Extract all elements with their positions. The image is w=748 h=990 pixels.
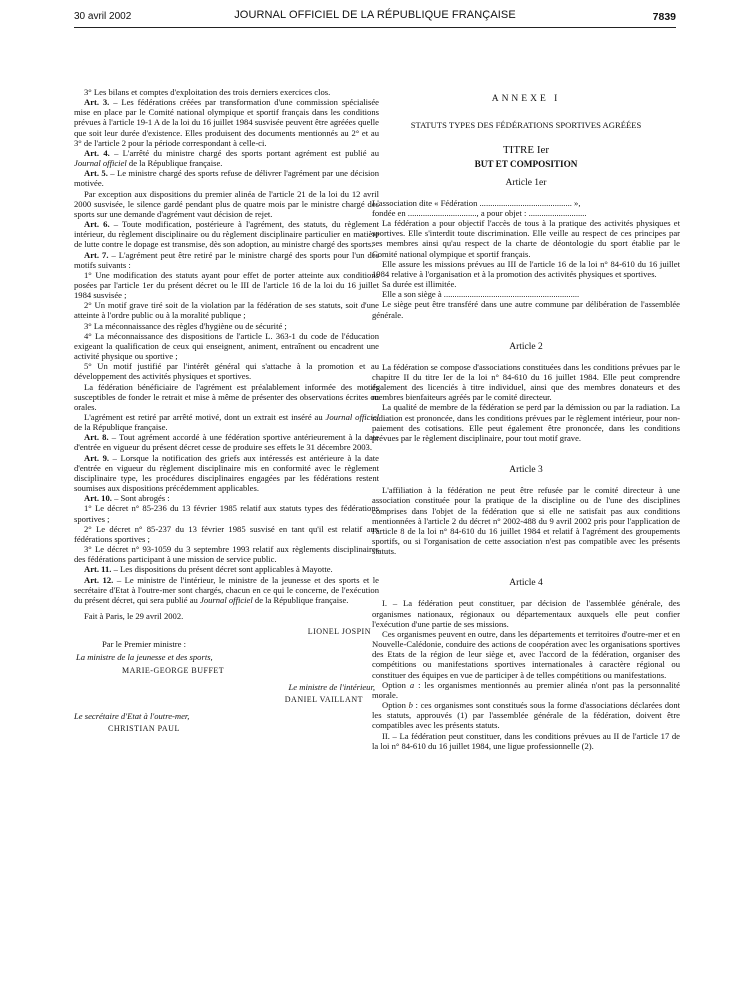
article-text: – Sont abrogés : (111, 493, 170, 504)
journal-ref: Journal officiel (325, 412, 380, 422)
list-item: 4° La méconnaissance des dispositions de l'article L. 363-1 du code de l'éducation exigeant la qualification de ceux qui enseignent, animent, entraînent ou encadrent une activité physique ou sportive ; (74, 330, 379, 362)
article-text: – Tout agrément accordé à une fédération sportive antérieurement à la date d'entrée en vigueur du présent décret cesse de produire ses effets le 31 décembre 2003. (74, 432, 380, 453)
secretary-title: Le secrétaire d'Etat à l'outre-mer, (74, 711, 190, 722)
article-heading: Art. 11. (84, 564, 112, 575)
signature-block (74, 611, 379, 734)
article-text: – L'agrément peut être retiré par le ministre chargé des sports pour l'un des motifs suivants : (74, 249, 379, 270)
par-premier-ministre: Par le Premier ministre : (102, 639, 187, 650)
journal-ref: Journal officiel (74, 158, 127, 169)
article-text: – Les dispositions du présent décret sont applicables à Mayotte. (111, 564, 333, 575)
page-number: 7839 (652, 11, 676, 23)
article-heading: Art. 10. (84, 493, 112, 504)
header-date: 30 avril 2002 (74, 11, 132, 22)
article-text: – L'arrêté du ministre chargé des sports portant agrément est publié au (109, 147, 379, 158)
paragraph (74, 412, 379, 432)
article-text: – Lorsque la notification des griefs aux intéressés est antérieure à la date d'entrée en vigueur du règlement disciplinaire mis en conformité avec le règlement disciplinaire type, les procédures disciplinaires engagées par les fédérations restent soumises aux dispositions précédemment applicables. (74, 452, 379, 494)
header-rule (74, 27, 676, 28)
article-9 (74, 453, 379, 494)
list-item: 3° Le décret n° 93-1059 du 3 septembre 1993 relatif aux règlements disciplinaires des fédérations participant à une mission de service public. (74, 544, 379, 565)
article-text: – Les fédérations créées par transformation d'une commission spécialisée mise en place par le Comité national olympique et sportif français dans les conditions prévues à l'article 19-1 A de la loi du 16 juillet 1984 susvisée peuvent être agréées quelle que soit leur durée d'existence. Elles produisent des documents mentionnés au 2° et au 3° de l'article 2 pour la période correspondant à celle-ci. (74, 97, 380, 148)
article-10 (74, 493, 379, 503)
journal-title: JOURNAL OFFICIEL DE LA RÉPUBLIQUE FRANÇAISE (234, 9, 516, 21)
article-text: – Toute modification, postérieure à l'agrément, des statuts, du règlement intérieur, du règlement disciplinaire ou du règlement disciplinaire particulier en matière de lutte contre le dopage est transmise, dès son adoption, au ministre chargé des sports. (74, 219, 380, 250)
text: de la République française. (74, 422, 168, 433)
annexe-heading: ANNEXE I (491, 94, 561, 104)
secretary-name: CHRISTIAN PAUL (108, 724, 180, 734)
minister-interieur-name: DANIEL VAILLANT (284, 694, 363, 704)
signatory-pm: LIONEL JOSPIN (307, 627, 371, 637)
right-column (372, 92, 680, 751)
page-header (74, 9, 676, 25)
list-item: 1° Le décret n° 85-236 du 13 février 1985 relatif aux statuts types des fédérations sportives ; (74, 503, 379, 524)
list-item: 2° Le décret n° 85-237 du 13 février 1985 susvisé en tant qu'il est relatif aux fédérations sportives ; (74, 523, 379, 544)
option-letter: a (409, 679, 415, 690)
article-heading: Art. 12. (84, 574, 114, 585)
article-2-heading: Article 2 (509, 341, 543, 352)
article-4-heading: Article 4 (509, 578, 543, 589)
article-text: – Le ministre de l'intérieur, le ministre de la jeunesse et des sports et le secrétaire d'Etat à l'outre-mer sont chargés, chacun en ce qui le concerne, de l'exécution du présent décret, qui sera publié au (74, 574, 379, 605)
but-heading: BUT ET COMPOSITION (474, 159, 578, 170)
paragraph: La fédération bénéficiaire de l'agrément est préalablement informée des motifs susceptibles de fonder le retrait et mise à même de présenter des observations écrites ou orales. (74, 381, 379, 412)
statuts-title: STATUTS TYPES DES FÉDÉRATIONS SPORTIVES AGRÉÉES (410, 120, 642, 131)
paragraph: La qualité de membre de la fédération se perd par la démission ou par la radiation. La radiation est prononcée, dans les conditions prévues par le règlement intérieur, pour non-paiement des cotisations. Elle peut également être prononcée, dans les conditions prévues par le règlement disciplinaire, pour tout motif grave. (372, 402, 680, 443)
option-b (372, 700, 680, 730)
paragraph: 3° Les bilans et comptes d'exploitation des trois derniers exercices clos. (84, 87, 331, 97)
minister-interieur-title: Le ministre de l'intérieur, (288, 681, 375, 692)
paragraph: Elle a son siège à ............................................................... (382, 289, 580, 300)
paragraph: Par exception aux dispositions du premier alinéa de l'article 21 de la loi du 12 avril 2000 susvisée, le silence gardé pendant plus de quatre mois par le ministre chargé des sports sur une demande d'agrément vaut décision de rejet. (74, 188, 379, 219)
minister-jeunesse-name: MARIE-GEORGE BUFFET (122, 665, 225, 675)
article-7 (74, 250, 379, 270)
article-heading: Art. 3. (84, 97, 110, 108)
list-item: 5° Un motif justifié par l'intérêt général qui s'attache à la promotion et au développement des activités physiques et sportives. (74, 361, 379, 382)
minister-jeunesse-title: La ministre de la jeunesse et des sports, (76, 652, 213, 663)
text: Option (382, 700, 409, 711)
paragraph: Elle assure les missions prévues au III de l'article 16 de la loi n° 84-610 du 16 juillet 1984 relative à l'organisation et à la promotion des activités physiques et sportives. (372, 258, 680, 279)
paragraph: L'affiliation à la fédération ne peut être refusée par le comité directeur à une association constituée pour la pratique de la discipline ou de l'une des disciplines comprises dans l'objet de la fédération que si elle ne satisfait pas aux conditions mentionnées à l'article 2 du décret n° 2002-488 du 9 avril 2002 pris pour l'application de l'article 8 de la loi n° 84-610 du 16 juillet 1984 et relatif à l'agrément des groupements sportifs, ou si l'organisation de cette association n'est pas compatible avec les présents statuts. (372, 485, 680, 557)
paragraph: La fédération a pour objectif l'accès de tous à la pratique des activités physiques et sportives. Elle s'interdit toute discrimination. Elle veille au respect de ces principes par ses membres ainsi qu'au respect de la charte de déontologie du sport établie par le Comité national olympique et sportif français. (372, 218, 680, 259)
article-text: de la République française. (252, 594, 349, 605)
article-heading: Art. 8. (84, 432, 109, 443)
article-heading: Art. 5. (84, 168, 108, 179)
article-11 (74, 564, 379, 574)
left-column (74, 87, 379, 734)
paragraph: I. – La fédération peut constituer, par décision de l'assemblée générale, des organismes nationaux, régionaux ou départementaux auxquels elle peut confier l'exécution d'une partie de ses missions. (372, 598, 680, 629)
form-line: L'association dite « Fédération ........................................... », (372, 197, 581, 208)
article-heading: Art. 6. (84, 219, 110, 230)
fait-line: Fait à Paris, le 29 avril 2002. (84, 610, 184, 621)
journal-ref: Journal officiel (200, 594, 253, 605)
article-1-heading: Article 1er (505, 177, 547, 188)
text: L'agrément est retiré par arrêté motivé, dont un extrait est inséré au (84, 412, 326, 422)
paragraph: Le siège peut être transféré dans une autre commune par délibération de l'assemblée générale. (372, 299, 680, 320)
text: : ces organismes sont constitués sous la forme d'associations déclarées dont les statuts, approuvés (1) par l'assemblée générale de la fédération, doivent être compatibles avec les présents statuts. (372, 700, 680, 731)
article-text: de la République française. (126, 158, 223, 169)
paragraph: Sa durée est illimitée. (382, 279, 457, 290)
paragraph: La fédération se compose d'associations constituées dans les conditions prévues par le chapitre II du titre Ier de la loi n° 84-610 du 16 juillet 1984. Elle peut comprendre également des licenciés à titre individuel, ainsi que des membres donateurs et des membres bienfaiteurs agréés par le comité directeur. (372, 361, 680, 403)
article-12 (74, 575, 379, 605)
article-6 (74, 219, 379, 249)
article-heading: Art. 9. (84, 452, 110, 463)
article-5 (74, 168, 379, 188)
article-heading: Art. 4. (84, 147, 110, 158)
article-text: – Le ministre chargé des sports refuse de délivrer l'agrément par une décision motivée. (74, 168, 379, 189)
titre-heading: TITRE Ier (502, 144, 550, 157)
list-item: 3° La méconnaissance des règles d'hygiène ou de sécurité ; (84, 320, 287, 331)
article-4 (74, 148, 379, 168)
article-heading: Art. 7. (84, 249, 109, 260)
list-item: 2° Un motif grave tiré soit de la violation par la fédération de ses statuts, soit d'une atteinte à l'ordre public ou à la moralité publique ; (74, 300, 379, 321)
paragraph: II. – La fédération peut constituer, dans les conditions prévues au II de l'article 17 de la loi n° 84-610 du 16 juillet 1984, une ligue professionnelle (2). (372, 730, 680, 751)
paragraph: Ces organismes peuvent en outre, dans les départements et territoires d'outre-mer et en Nouvelle-Calédonie, conduire des actions de coopération avec les organisations sportives des Etats de la région de leur siège et, avec l'accord de la fédération, organiser des compétitions ou manifestations sportives internationales à caractère régional ou constituer des équipes en vue de participer à de telles compétitions ou manifestations. (372, 628, 680, 680)
text: Option (382, 679, 410, 690)
article-3 (74, 97, 379, 148)
article-8 (74, 432, 379, 452)
list-item: 1° Une modification des statuts ayant pour effet de porter atteinte aux conditions posées par l'article 1er du présent décret ou le III de l'article 16 de la loi du 16 juillet 1984 susvisée ; (74, 269, 379, 301)
option-a (372, 680, 680, 700)
article-3-heading: Article 3 (509, 465, 543, 476)
option-letter: b (408, 700, 413, 711)
form-line: fondée en ................................, a pour objet : ........................... (372, 207, 587, 218)
text: : les organismes mentionnés au premier alinéa n'ont pas la personnalité morale. (372, 679, 680, 700)
